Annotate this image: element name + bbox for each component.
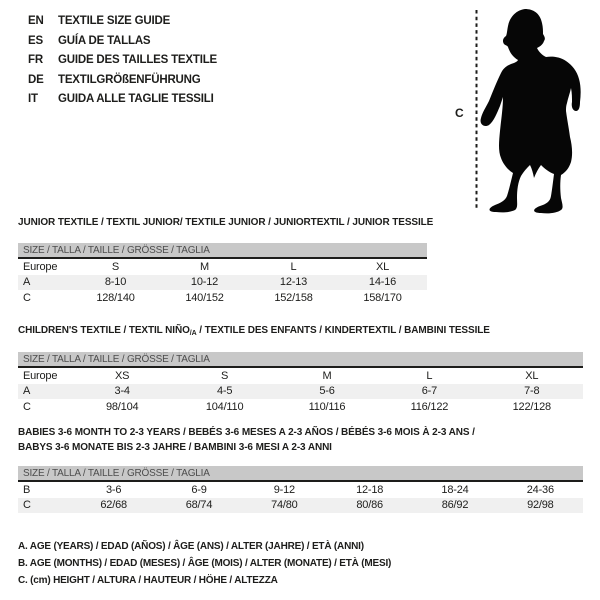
- table-cell: 3-6: [106, 483, 122, 496]
- section-title-line: [18, 426, 583, 441]
- table-cell: 6-9: [191, 483, 207, 496]
- table-cell: XS: [115, 369, 130, 382]
- section-title-line: [18, 324, 583, 339]
- table-row: [18, 384, 583, 400]
- section-babies: [18, 426, 583, 512]
- table-row: [18, 399, 583, 415]
- section-title-line: [18, 216, 434, 231]
- size-header-bar: [18, 352, 583, 368]
- language-list: [28, 12, 217, 110]
- table-cell: 116/122: [410, 400, 449, 413]
- table-cell: 122/128: [512, 400, 551, 413]
- table-cell: 68/74: [185, 499, 213, 512]
- title-text: BABYS 3-6 MONATE BIS 2-3 JAHRE / BAMBINI 3-6 MESI A 2-3 ANNI: [18, 442, 332, 453]
- title-subscript: /A: [189, 330, 197, 337]
- table-cell: M: [200, 260, 209, 273]
- table-row: [18, 259, 427, 275]
- table-cell: 7-8: [524, 385, 540, 398]
- table-cell: 152/158: [274, 291, 313, 304]
- language-row: [28, 51, 217, 71]
- table-cell: 6-7: [421, 385, 438, 398]
- size-table-babies: [18, 466, 583, 513]
- language-code: IT: [28, 93, 38, 105]
- height-marker-label: C: [455, 106, 464, 120]
- language-title: TEXTILGRÖßENFÜHRUNG: [58, 73, 201, 86]
- table-cell: 12-13: [279, 276, 308, 289]
- table-cell: XL: [525, 369, 539, 382]
- table-cell: 86/92: [441, 499, 469, 512]
- table-row: [18, 368, 583, 384]
- row-label: C: [23, 400, 31, 413]
- size-header-label: SIZE / TALLA / TAILLE / GRÖSSE / TAGLIA: [23, 467, 210, 479]
- section-children: [18, 324, 583, 413]
- table-row: [18, 482, 583, 498]
- table-row: [18, 498, 583, 514]
- table-cell: 14-16: [368, 276, 397, 289]
- footnote-line: C. (cm) HEIGHT / ALTURA / HAUTEUR / HÖHE / ALTEZZA: [18, 575, 278, 586]
- baby-silhouette-icon: [470, 0, 600, 215]
- table-row: [18, 275, 427, 291]
- table-cell: 158/170: [363, 291, 402, 304]
- table-cell: 18-24: [441, 483, 469, 496]
- size-header-bar: [18, 243, 427, 259]
- size-table-children: [18, 352, 583, 415]
- table-cell: 104/110: [205, 400, 244, 413]
- table-cell: 128/140: [96, 291, 135, 304]
- table-cell: 140/152: [185, 291, 224, 304]
- row-label: B: [23, 483, 31, 496]
- baby-silhouette-shape: [481, 9, 581, 213]
- table-cell: 74/80: [271, 499, 298, 512]
- row-label: A: [23, 276, 31, 289]
- size-table-junior: [18, 243, 427, 306]
- size-header-label: SIZE / TALLA / TAILLE / GRÖSSE / TAGLIA: [23, 353, 210, 365]
- table-cell: 92/98: [527, 499, 554, 512]
- table-cell: 10-12: [190, 276, 219, 289]
- row-label: C: [23, 291, 31, 304]
- table-cell: L: [290, 260, 297, 273]
- language-row: [28, 90, 217, 110]
- language-code: FR: [28, 54, 43, 66]
- title-text: / TEXTILE DES ENFANTS / KINDERTEXTIL / BAMBINI TESSILE: [196, 325, 490, 336]
- table-cell: 3-4: [114, 385, 130, 398]
- title-text: JUNIOR TEXTILE / TEXTIL JUNIOR/ TEXTILE JUNIOR / JUNIORTEXTIL / JUNIOR TESSILE: [18, 217, 434, 228]
- title-text: BABIES 3-6 MONTH TO 2-3 YEARS / BEBÉS 3-6 MESES A 2-3 AÑOS / BÉBÉS 3-6 MOIS À 2-3 ANS /: [18, 427, 475, 438]
- language-title: GUIDE DES TAILLES TEXTILE: [58, 54, 217, 66]
- size-header-label: SIZE / TALLA / TAILLE / GRÖSSE / TAGLIA: [23, 244, 210, 256]
- table-row: [18, 290, 427, 306]
- footnotes: [18, 538, 391, 589]
- baby-figure-area: [452, 0, 600, 215]
- language-code: ES: [28, 34, 43, 47]
- table-cell: S: [221, 369, 229, 382]
- section-title-line: [18, 441, 583, 456]
- size-header-bar: [18, 466, 583, 482]
- section-junior: [18, 216, 434, 304]
- table-cell: 9-12: [273, 483, 295, 496]
- table-cell: 80/86: [356, 499, 383, 512]
- table-cell: 8-10: [104, 276, 127, 289]
- language-row: [28, 32, 217, 52]
- table-cell: S: [111, 260, 120, 273]
- row-label: Europe: [23, 260, 58, 273]
- row-label: C: [23, 499, 31, 512]
- language-title: GUÍA DE TALLAS: [58, 34, 151, 47]
- section-title: [18, 324, 583, 339]
- row-label: A: [23, 385, 31, 398]
- table-cell: 12-18: [356, 483, 384, 496]
- table-cell: 4-5: [216, 385, 233, 398]
- table-cell: 5-6: [319, 385, 335, 398]
- language-code: DE: [28, 73, 44, 86]
- table-cell: 24-36: [526, 483, 554, 496]
- footnote-line: B. AGE (MONTHS) / EDAD (MESES) / ÂGE (MOIS) / ALTER (MONATE) / ETÀ (MESI): [18, 558, 392, 569]
- row-label: Europe: [23, 369, 58, 382]
- section-title: [18, 216, 434, 231]
- language-title: TEXTILE SIZE GUIDE: [58, 15, 171, 27]
- language-code: EN: [28, 15, 44, 27]
- table-cell: L: [426, 369, 433, 382]
- table-cell: XL: [375, 260, 390, 273]
- table-cell: M: [322, 369, 332, 382]
- table-cell: 62/68: [100, 499, 127, 512]
- language-row: [28, 12, 217, 32]
- language-title: GUIDA ALLE TAGLIE TESSILI: [58, 93, 214, 105]
- table-cell: 98/104: [105, 400, 139, 413]
- table-cell: 110/116: [308, 400, 346, 413]
- footnote-line: A. AGE (YEARS) / EDAD (AÑOS) / ÂGE (ANS) / ALTER (JAHRE) / ETÀ (ANNI): [18, 541, 364, 552]
- section-title: [18, 426, 583, 456]
- language-row: [28, 71, 217, 91]
- title-text: CHILDREN'S TEXTILE / TEXTIL NIÑO: [18, 325, 190, 336]
